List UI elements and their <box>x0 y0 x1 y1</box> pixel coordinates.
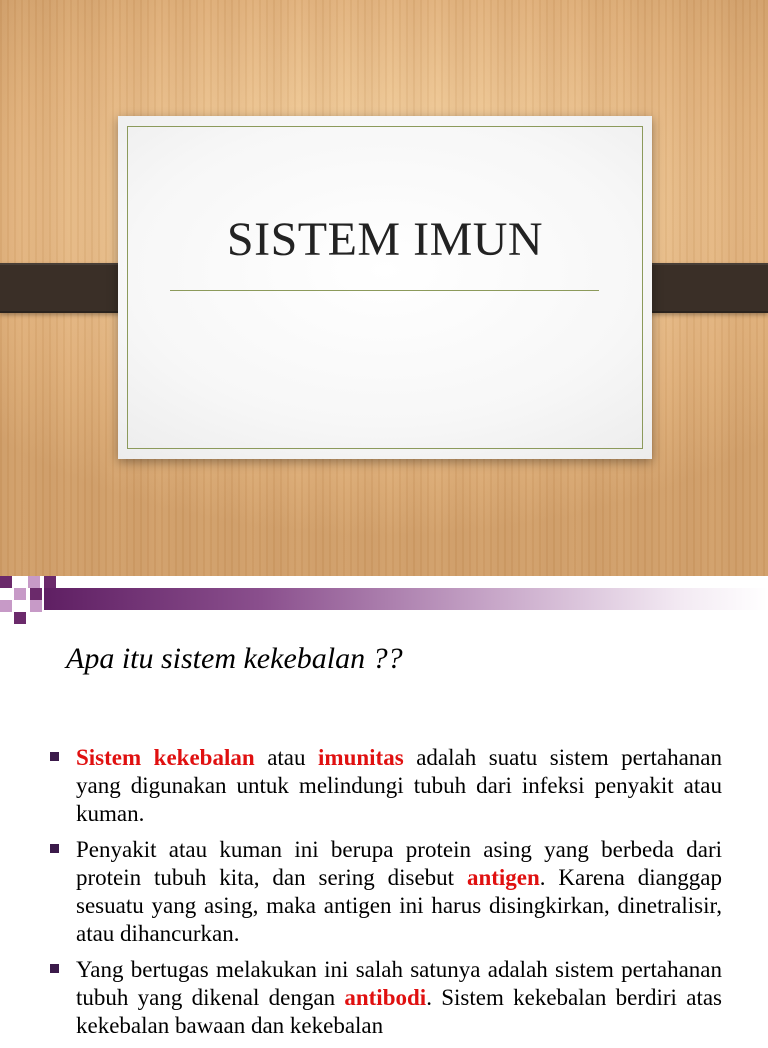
header-gradient-bar <box>44 588 768 610</box>
bullet-text: antibodi <box>344 985 427 1010</box>
bullet-text: . Sistem kekebalan berdiri atas kekebalan bawaan dan kekebalan <box>76 985 722 1038</box>
bullet-text: Sistem kekebalan <box>76 745 255 770</box>
decor-square <box>0 600 12 612</box>
bullet-text: imunitas <box>318 745 404 770</box>
slide-title: SISTEM IMUN <box>226 213 544 266</box>
decor-square <box>14 612 26 624</box>
bullet-text: atau <box>254 745 319 770</box>
bullet-text: adalah suatu sistem pertahanan yang digunakan untuk melindungi tubuh dari infeksi penyakit atau kuman. <box>76 745 722 826</box>
bullet-item <box>50 836 722 948</box>
decor-square <box>44 576 56 588</box>
bullet-item <box>50 744 722 828</box>
decor-square <box>30 600 42 612</box>
slide-heading: Apa itu sistem kekebalan ?? <box>66 642 403 675</box>
decor-square <box>28 576 40 588</box>
card-frame <box>127 126 643 449</box>
bullet-text: . Karena dianggap sesuatu yang asing, maka antigen ini harus disingkirkan, dinetralisir, atau dihancurkan. <box>76 865 722 946</box>
decor-square <box>0 576 12 588</box>
decor-square <box>14 588 26 600</box>
title-underline <box>170 290 599 291</box>
title-card <box>118 116 652 459</box>
bullet-text: Penyakit atau kuman ini berupa protein asing yang berbeda dari protein tubuh kita, dan sering disebut <box>76 837 722 890</box>
bullet-item <box>50 956 722 1040</box>
content-slide <box>0 576 768 1038</box>
decor-square <box>30 588 42 600</box>
bullet-text: Yang bertugas melakukan ini salah satunya adalah sistem pertahanan tubuh yang dikenal dengan <box>76 957 722 1010</box>
bullet-text: antigen <box>466 865 540 890</box>
bullet-list <box>50 744 722 1048</box>
